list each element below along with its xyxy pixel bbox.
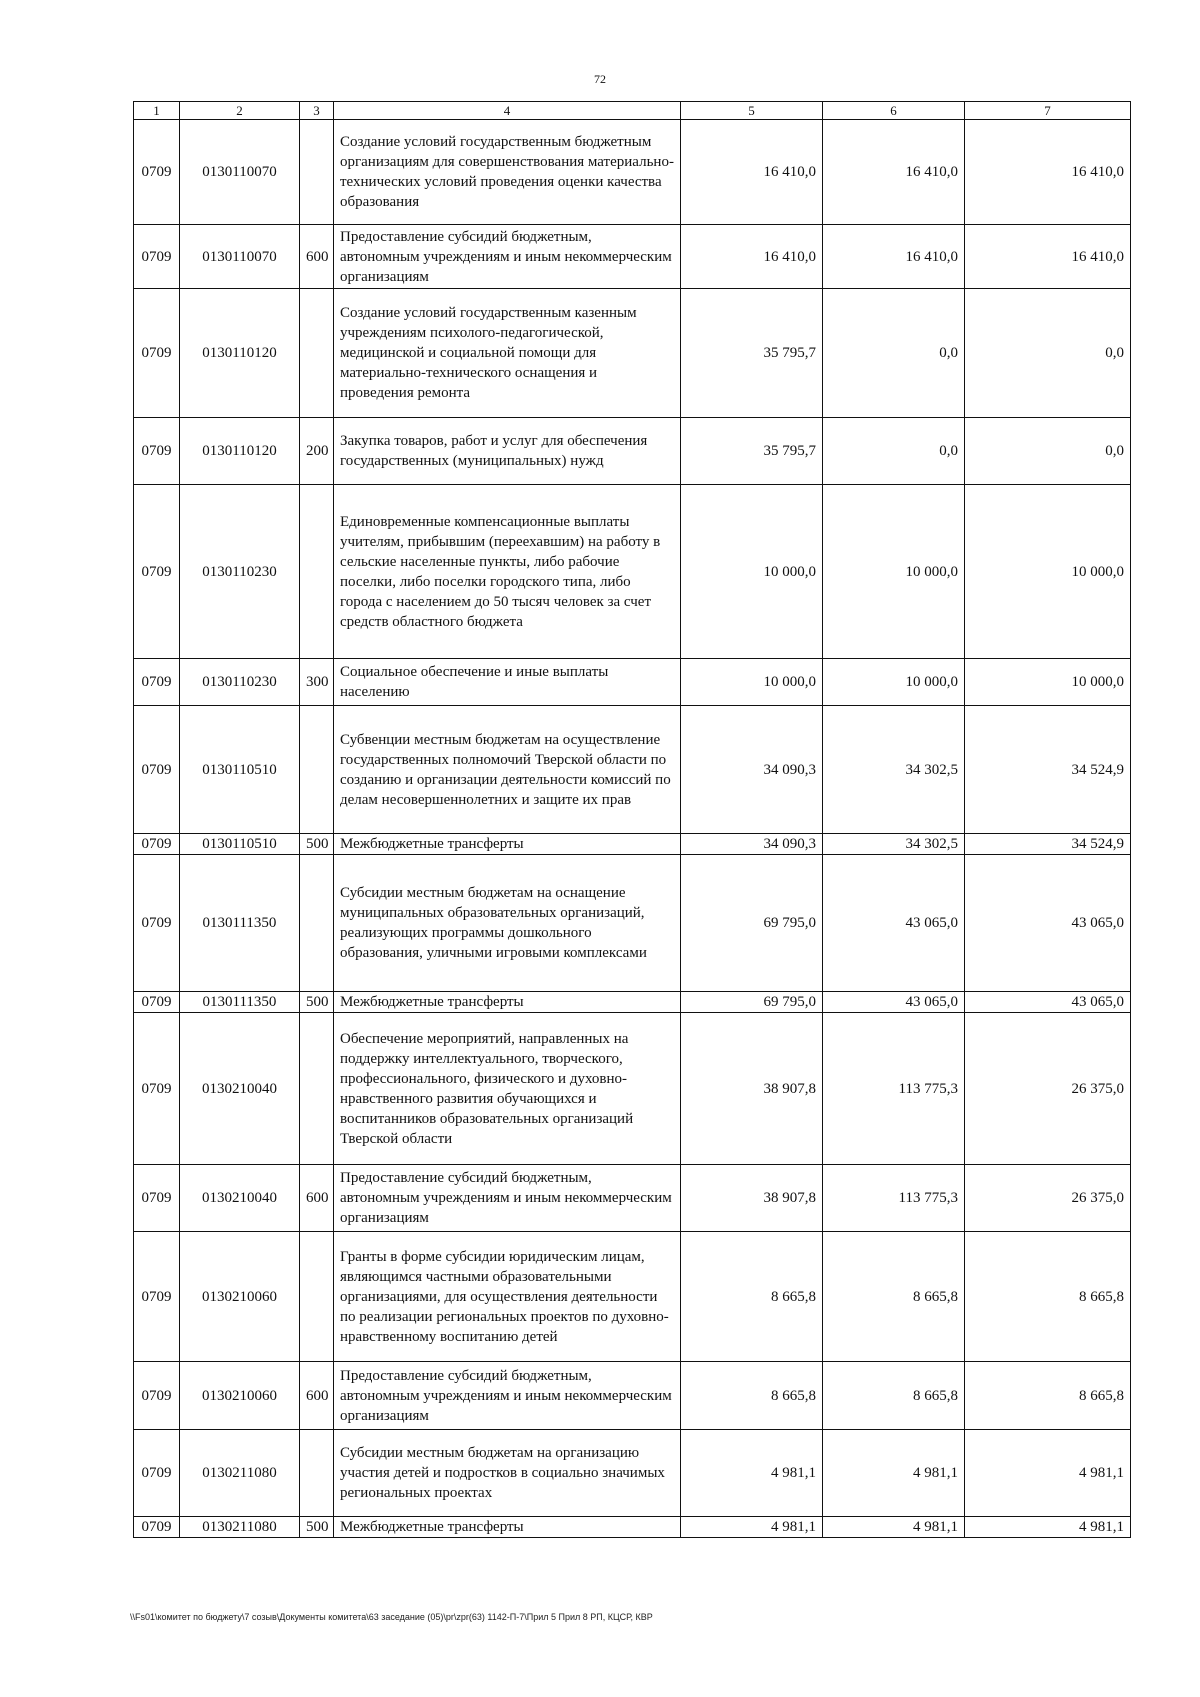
table-row	[134, 855, 1131, 992]
expense-type-cell	[300, 706, 334, 834]
amount-col6-cell: 8 665,8	[823, 1232, 965, 1362]
amount-col5-cell: 34 090,3	[681, 834, 823, 855]
table-row	[134, 706, 1131, 834]
description-cell: Субсидии местным бюджетам на организацию участия детей и подростков в социально значимых региональных проектах	[334, 1430, 681, 1517]
target-code-cell: 0130110510	[180, 834, 300, 855]
section-cell: 0709	[134, 1165, 180, 1232]
amount-col7-cell: 34 524,9	[965, 834, 1131, 855]
expense-type-cell	[300, 1232, 334, 1362]
table-row	[134, 225, 1131, 289]
amount-col7-cell: 8 665,8	[965, 1362, 1131, 1430]
section-cell: 0709	[134, 289, 180, 418]
amount-col5-cell: 10 000,0	[681, 485, 823, 659]
column-header: 2	[180, 102, 300, 120]
expense-type-cell: 500	[300, 834, 334, 855]
amount-col7-cell: 10 000,0	[965, 659, 1131, 706]
table-row	[134, 485, 1131, 659]
amount-col7-cell: 10 000,0	[965, 485, 1131, 659]
amount-col5-cell: 35 795,7	[681, 289, 823, 418]
amount-col7-cell: 0,0	[965, 418, 1131, 485]
amount-col5-cell: 8 665,8	[681, 1232, 823, 1362]
table-row	[134, 1362, 1131, 1430]
amount-col6-cell: 8 665,8	[823, 1362, 965, 1430]
amount-col7-cell: 34 524,9	[965, 706, 1131, 834]
amount-col7-cell: 26 375,0	[965, 1013, 1131, 1165]
amount-col6-cell: 43 065,0	[823, 855, 965, 992]
amount-col6-cell: 0,0	[823, 418, 965, 485]
target-code-cell: 0130210060	[180, 1232, 300, 1362]
target-code-cell: 0130110070	[180, 120, 300, 225]
expense-type-cell: 200	[300, 418, 334, 485]
section-cell: 0709	[134, 1362, 180, 1430]
description-cell: Создание условий государственным бюджетным организациям для совершенствования материально-технических условий проведения оценки качества образования	[334, 120, 681, 225]
section-cell: 0709	[134, 1517, 180, 1538]
amount-col5-cell: 69 795,0	[681, 855, 823, 992]
table-row	[134, 1517, 1131, 1538]
target-code-cell: 0130110070	[180, 225, 300, 289]
target-code-cell: 0130211080	[180, 1517, 300, 1538]
column-header: 3	[300, 102, 334, 120]
section-cell: 0709	[134, 834, 180, 855]
amount-col6-cell: 16 410,0	[823, 225, 965, 289]
column-header: 4	[334, 102, 681, 120]
description-cell: Субсидии местным бюджетам на оснащение муниципальных образовательных организаций, реализующих программы дошкольного образования, уличными игровыми комплексами	[334, 855, 681, 992]
amount-col5-cell: 4 981,1	[681, 1517, 823, 1538]
table-body	[134, 120, 1131, 1538]
target-code-cell: 0130211080	[180, 1430, 300, 1517]
amount-col7-cell: 0,0	[965, 289, 1131, 418]
description-cell: Предоставление субсидий бюджетным, автономным учреждениям и иным некоммерческим организациям	[334, 1362, 681, 1430]
amount-col5-cell: 10 000,0	[681, 659, 823, 706]
description-cell: Межбюджетные трансферты	[334, 992, 681, 1013]
table-row	[134, 659, 1131, 706]
target-code-cell: 0130110120	[180, 418, 300, 485]
amount-col7-cell: 43 065,0	[965, 992, 1131, 1013]
expense-type-cell	[300, 485, 334, 659]
target-code-cell: 0130210060	[180, 1362, 300, 1430]
column-header: 5	[681, 102, 823, 120]
table-row	[134, 120, 1131, 225]
amount-col7-cell: 16 410,0	[965, 120, 1131, 225]
expense-type-cell: 600	[300, 225, 334, 289]
amount-col6-cell: 16 410,0	[823, 120, 965, 225]
table-row	[134, 289, 1131, 418]
description-cell: Предоставление субсидий бюджетным, автономным учреждениям и иным некоммерческим организациям	[334, 1165, 681, 1232]
amount-col6-cell: 113 775,3	[823, 1013, 965, 1165]
expense-type-cell: 600	[300, 1362, 334, 1430]
amount-col5-cell: 69 795,0	[681, 992, 823, 1013]
amount-col7-cell: 4 981,1	[965, 1517, 1131, 1538]
amount-col6-cell: 43 065,0	[823, 992, 965, 1013]
target-code-cell: 0130210040	[180, 1165, 300, 1232]
file-path-footer: \\Fs01\комитет по бюджету\7 созыв\Документы комитета\63 заседание (05)\pr\zpr(63) 1142-П-7\Прил 5 Прил 8 РП, КЦСР, КВР	[130, 1612, 653, 1622]
table-row	[134, 992, 1131, 1013]
amount-col6-cell: 0,0	[823, 289, 965, 418]
description-cell: Предоставление субсидий бюджетным, автономным учреждениям и иным некоммерческим организациям	[334, 225, 681, 289]
expense-type-cell: 600	[300, 1165, 334, 1232]
target-code-cell: 0130110510	[180, 706, 300, 834]
amount-col5-cell: 16 410,0	[681, 120, 823, 225]
section-cell: 0709	[134, 225, 180, 289]
amount-col5-cell: 38 907,8	[681, 1013, 823, 1165]
column-number-row	[134, 102, 1131, 120]
amount-col7-cell: 16 410,0	[965, 225, 1131, 289]
section-cell: 0709	[134, 1232, 180, 1362]
column-header: 1	[134, 102, 180, 120]
section-cell: 0709	[134, 706, 180, 834]
amount-col5-cell: 34 090,3	[681, 706, 823, 834]
section-cell: 0709	[134, 1430, 180, 1517]
table-row	[134, 1013, 1131, 1165]
amount-col6-cell: 4 981,1	[823, 1430, 965, 1517]
section-cell: 0709	[134, 1013, 180, 1165]
table-row	[134, 834, 1131, 855]
table-row	[134, 1232, 1131, 1362]
budget-table	[133, 101, 1131, 1538]
column-header: 6	[823, 102, 965, 120]
description-cell: Закупка товаров, работ и услуг для обеспечения государственных (муниципальных) нужд	[334, 418, 681, 485]
section-cell: 0709	[134, 659, 180, 706]
amount-col5-cell: 8 665,8	[681, 1362, 823, 1430]
expense-type-cell	[300, 289, 334, 418]
amount-col5-cell: 4 981,1	[681, 1430, 823, 1517]
page-number: 72	[594, 72, 606, 86]
description-cell: Гранты в форме субсидии юридическим лицам, являющимся частными образовательными организациями, для осуществления деятельности по реализации региональных проектов по духовно-нравственному воспитанию детей	[334, 1232, 681, 1362]
amount-col6-cell: 113 775,3	[823, 1165, 965, 1232]
amount-col6-cell: 4 981,1	[823, 1517, 965, 1538]
amount-col6-cell: 34 302,5	[823, 834, 965, 855]
expense-type-cell	[300, 120, 334, 225]
expense-type-cell: 500	[300, 992, 334, 1013]
table-row	[134, 418, 1131, 485]
section-cell: 0709	[134, 992, 180, 1013]
target-code-cell: 0130210040	[180, 1013, 300, 1165]
table-row	[134, 1430, 1131, 1517]
description-cell: Обеспечение мероприятий, направленных на поддержку интеллектуального, творческого, профессионального, физического и духовно-нравственного развития обучающихся и воспитанников образовательных организаций Тверской области	[334, 1013, 681, 1165]
expense-type-cell: 500	[300, 1517, 334, 1538]
section-cell: 0709	[134, 418, 180, 485]
section-cell: 0709	[134, 855, 180, 992]
amount-col5-cell: 35 795,7	[681, 418, 823, 485]
section-cell: 0709	[134, 120, 180, 225]
amount-col7-cell: 43 065,0	[965, 855, 1131, 992]
expense-type-cell	[300, 1430, 334, 1517]
amount-col5-cell: 16 410,0	[681, 225, 823, 289]
description-cell: Создание условий государственным казенным учреждениям психолого-педагогической, медицинской и социальной помощи для материально-технического оснащения и проведения ремонта	[334, 289, 681, 418]
table-row	[134, 1165, 1131, 1232]
target-code-cell: 0130110230	[180, 485, 300, 659]
amount-col7-cell: 8 665,8	[965, 1232, 1131, 1362]
expense-type-cell	[300, 855, 334, 992]
description-cell: Межбюджетные трансферты	[334, 834, 681, 855]
amount-col7-cell: 4 981,1	[965, 1430, 1131, 1517]
description-cell: Субвенции местным бюджетам на осуществление государственных полномочий Тверской области по созданию и организации деятельности комиссий по делам несовершеннолетних и защите их прав	[334, 706, 681, 834]
target-code-cell: 0130110120	[180, 289, 300, 418]
amount-col6-cell: 10 000,0	[823, 659, 965, 706]
section-cell: 0709	[134, 485, 180, 659]
amount-col7-cell: 26 375,0	[965, 1165, 1131, 1232]
description-cell: Межбюджетные трансферты	[334, 1517, 681, 1538]
description-cell: Единовременные компенсационные выплаты учителям, прибывшим (переехавшим) на работу в сельские населенные пункты, либо рабочие поселки, либо поселки городского типа, либо города с населением до 50 тысяч человек за счет средств областного бюджета	[334, 485, 681, 659]
target-code-cell: 0130111350	[180, 992, 300, 1013]
target-code-cell: 0130110230	[180, 659, 300, 706]
expense-type-cell	[300, 1013, 334, 1165]
target-code-cell: 0130111350	[180, 855, 300, 992]
amount-col5-cell: 38 907,8	[681, 1165, 823, 1232]
description-cell: Социальное обеспечение и иные выплаты населению	[334, 659, 681, 706]
amount-col6-cell: 10 000,0	[823, 485, 965, 659]
amount-col6-cell: 34 302,5	[823, 706, 965, 834]
column-header: 7	[965, 102, 1131, 120]
expense-type-cell: 300	[300, 659, 334, 706]
